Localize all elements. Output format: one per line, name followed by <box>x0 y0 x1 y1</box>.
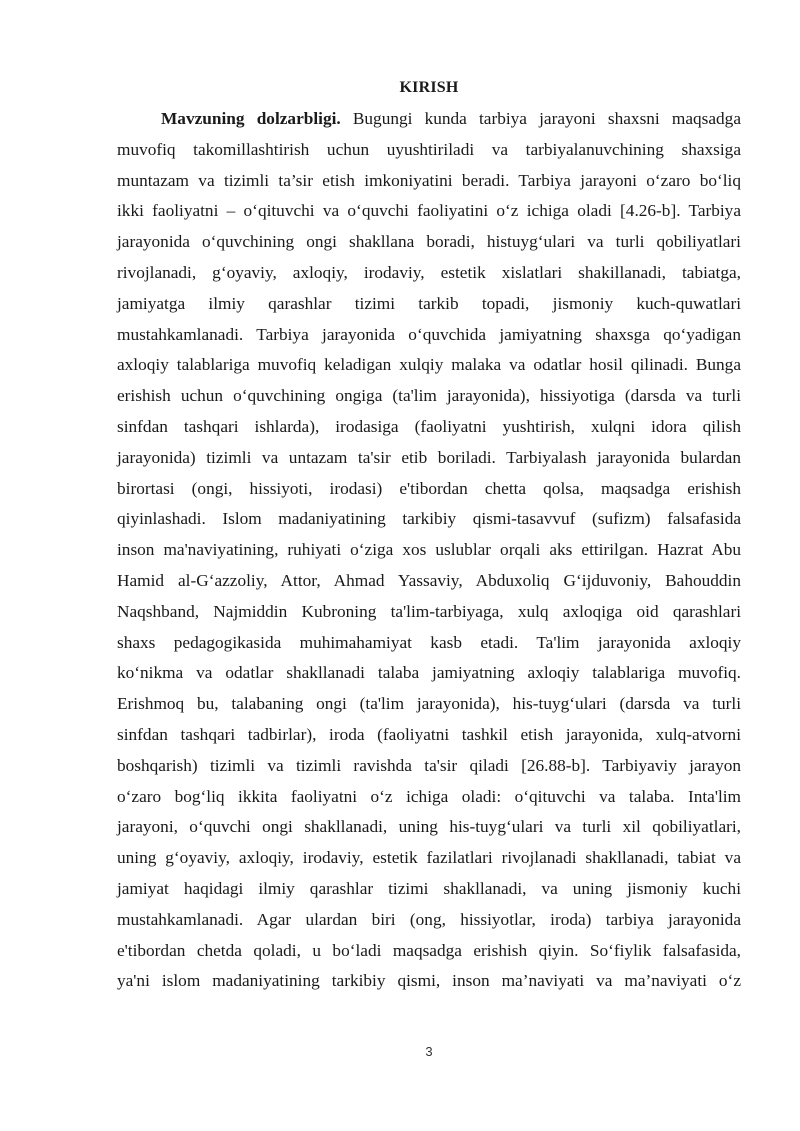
text-line: inson ma'naviyatining, ruhiyati o‘ziga xos uslublar orqali aks ettirilgan. Hazrat Abu <box>117 540 741 560</box>
text-line: birortasi (ongi, hissiyoti, irodasi) e'tibordan chetta qolsa, maqsadga erishish <box>117 478 741 498</box>
text-line: ikki faoliyatni – o‘qituvchi va o‘quvchi faoliyatini o‘z ichiga oladi [4.26-b]. Tarbiya <box>117 201 741 221</box>
text-line: jarayonida o‘quvchining ongi shakllana boradi, histuyg‘ulari va turli qobiliyatlari <box>117 232 741 252</box>
body-paragraph <box>117 104 741 997</box>
text-line: uning g‘oyaviy, axloqiy, irodaviy, estetik fazilatlari rivojlanadi shakllanadi, tabiat va <box>117 848 741 868</box>
text-line: muvofiq takomillashtirish uchun uyushtiriladi va tarbiyalanuvchining shaxsiga <box>117 139 741 159</box>
text-line: shaxs pedagogikasida muhimahamiyat kasb etadi. Ta'lim jarayonida axloqiy <box>117 632 741 652</box>
text-line: muntazam va tizimli ta’sir etish imkoniyatini beradi. Tarbiya jarayoni o‘zaro bo‘liq <box>117 170 741 190</box>
text-line: jarayonida) tizimli va untazam ta'sir etib boriladi. Tarbiyalash jarayonida bulardan <box>117 447 741 467</box>
text-line: rivojlanadi, g‘oyaviy, axloqiy, irodaviy, estetik xislatlari shakillanadi, tabiatga, <box>117 262 741 282</box>
text-line: mustahkamlanadi. Agar ulardan biri (ong, hissiyotlar, iroda) tarbiya jarayonida <box>117 909 741 929</box>
text-line: qiyinlashadi. Islom madaniyatining tarkibiy qismi-tasavvuf (sufizm) falsafasida <box>117 509 741 529</box>
text-line: Naqshband, Najmiddin Kubroning ta'lim-tarbiyaga, xulq axloqiga oid qarashlari <box>117 601 741 621</box>
text-line: jamiyat haqidagi ilmiy qarashlar tizimi shakllanadi, va uning jismoniy kuchi <box>117 878 741 898</box>
text-line: jamiyatga ilmiy qarashlar tizimi tarkib topadi, jismoniy kuch-quwatlari <box>117 293 741 313</box>
text-line: ko‘nikma va odatlar shakllanadi talaba jamiyatning axloqiy talablariga muvofiq. <box>117 663 741 683</box>
text-line: erishish uchun o‘quvchining ongiga (ta'lim jarayonida), hissiyotiga (darsda va turli <box>117 386 741 406</box>
section-title: KIRISH <box>399 79 459 96</box>
text-line: boshqarish) tizimli va tizimli ravishda ta'sir qiladi [26.88-b]. Tarbiyaviy jarayon <box>117 755 741 775</box>
text-line: sinfdan tashqari ishlarda), irodasiga (faoliyatni yushtirish, xulqni idora qilish <box>117 416 741 436</box>
text-line: o‘zaro bog‘liq ikkita faoliyatni o‘z ichiga oladi: o‘qituvchi va talaba. Inta'lim <box>117 786 741 806</box>
text-line: e'tibordan chetda qoladi, u bo‘ladi maqsadga erishish qiyin. So‘fiylik falsafasida, <box>117 940 741 960</box>
text-line <box>117 104 741 135</box>
text-line: axloqiy talablariga muvofiq keladigan xulqiy malaka va odatlar hosil qilinadi. Bunga <box>117 355 741 375</box>
text-line: mustahkamlanadi. Tarbiya jarayonida o‘quvchida jamiyatning shaxsga qo‘yadigan <box>117 324 741 344</box>
text-line-content: Bugungi kunda tarbiya jarayoni shaxsni maqsadga <box>340 109 741 128</box>
text-line: jarayoni, o‘quvchi ongi shakllanadi, uning his-tuyg‘ulari va turli xil qobiliyatlari, <box>117 817 741 837</box>
text-line: Hamid al-G‘azzoliy, Attor, Ahmad Yassaviy, Abduxoliq G‘ijduvoniy, Bahouddin <box>117 570 741 590</box>
text-line: sinfdan tashqari tadbirlar), iroda (faoliyatni tashkil etish jarayonida, xulq-atvorni <box>117 724 741 744</box>
lead-phrase: Mavzuning dolzarbligi. <box>161 109 341 128</box>
page-number: 3 <box>425 1044 433 1059</box>
text-line: ya'ni islom madaniyatining tarkibiy qismi, inson ma’naviyati va ma’naviyati o‘z <box>117 971 741 991</box>
text-line: Erishmoq bu, talabaning ongi (ta'lim jarayonida), his-tuyg‘ulari (darsda va turli <box>117 694 741 714</box>
